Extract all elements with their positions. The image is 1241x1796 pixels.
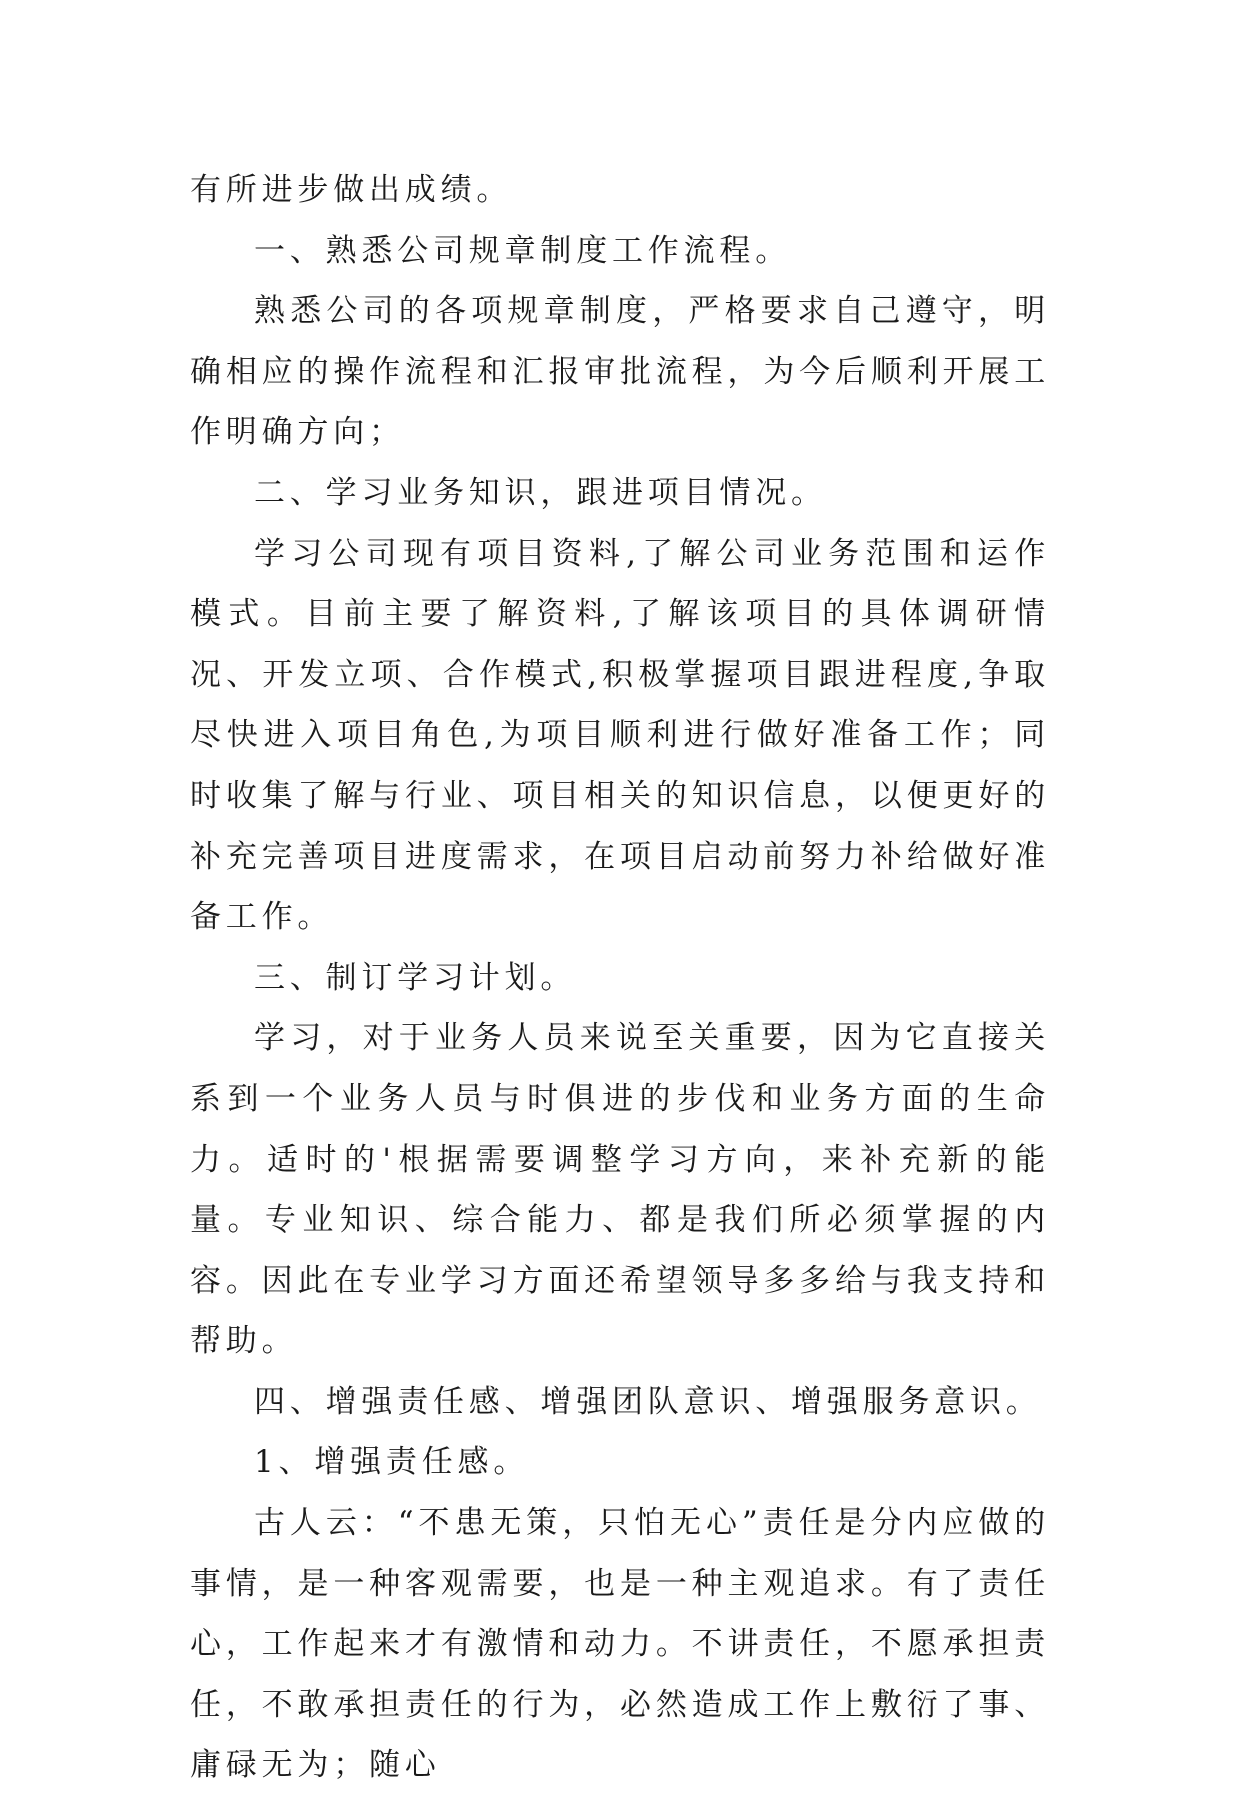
subsection-heading-1: 1、增强责任感。 xyxy=(254,1444,530,1481)
section-heading-2: 二、学习业务知识，跟进项目情况。 xyxy=(254,474,827,511)
paragraph-study-plan: 学习，对于业务人员来说至关重要，因为它直接关系到一个业务人员与时俱进的步伐和业务方面的生命力。适时的'根据需要调整学习方向，来补充新的能量。专业知识、综合能力、都是我们所必须掌握的内容。因此在专业学习方面还希望领导多多给与我支持和帮助。 xyxy=(190,1020,1050,1360)
section-heading-4: 四、增强责任感、增强团队意识、增强服务意识。 xyxy=(254,1383,1042,1420)
paragraph-continuation: 有所进步做出成绩。 xyxy=(190,172,513,208)
document-body xyxy=(190,160,1050,1796)
section-heading-1: 一、熟悉公司规章制度工作流程。 xyxy=(254,232,791,269)
paragraph-responsibility: 古人云：“不患无策，只怕无心”责任是分内应做的事情，是一种客观需要，也是一种主观追求。有了责任心，工作起来才有激情和动力。不讲责任，不愿承担责任，不敢承担责任的行为，必然造成工作上敷衍了事、庸碌无为；随心 xyxy=(190,1505,1050,1784)
paragraph-rules: 熟悉公司的各项规章制度，严格要求自己遵守，明确相应的操作流程和汇报审批流程，为今后顺利开展工作明确方向； xyxy=(190,293,1050,451)
section-heading-3: 三、制订学习计划。 xyxy=(254,959,577,996)
paragraph-business-study: 学习公司现有项目资料,了解公司业务范围和运作模式。目前主要了解资料,了解该项目的具体调研情况、开发立项、合作模式,积极掌握项目跟进程度,争取尽快进入项目角色,为项目顺利进行做好准备工作；同时收集了解与行业、项目相关的知识信息，以便更好的补充完善项目进度需求，在项目启动前努力补给做好准备工作。 xyxy=(190,535,1050,936)
